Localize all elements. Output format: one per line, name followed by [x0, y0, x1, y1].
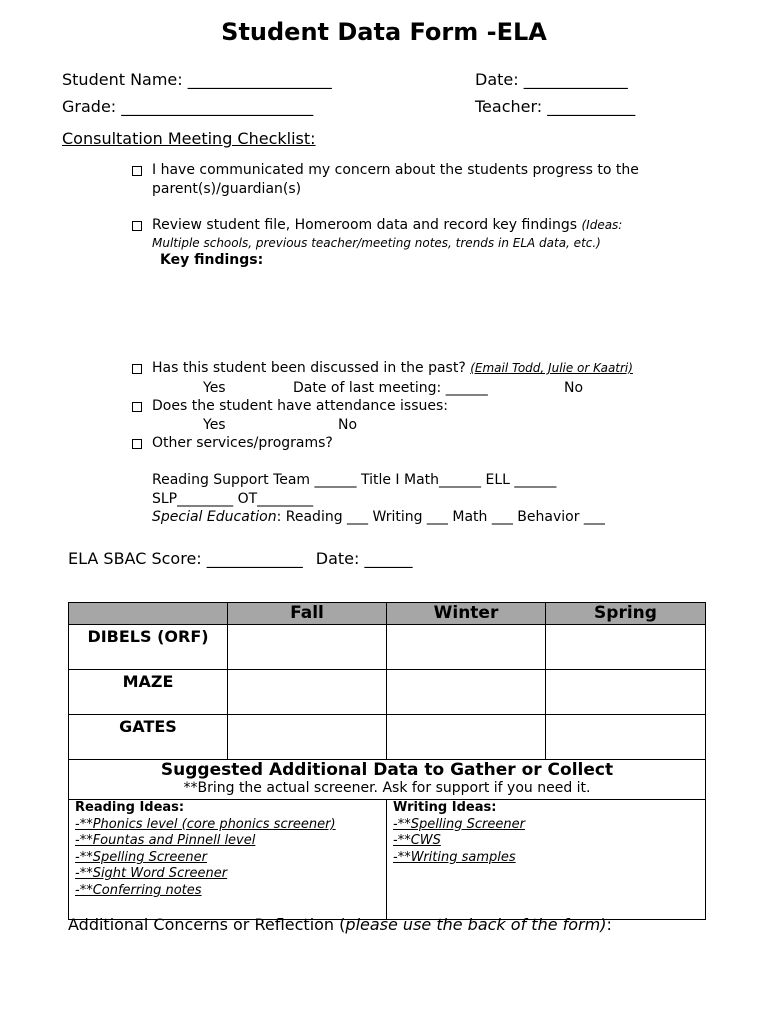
maze-winter-cell[interactable] [387, 670, 546, 715]
additional-concerns-colon: : [606, 915, 612, 934]
additional-concerns-note: please use the back of the form) [345, 915, 607, 934]
maze-spring-cell[interactable] [546, 670, 706, 715]
item-communicated-line2: parent(s)/guardian(s) [152, 181, 302, 197]
sbac-score-blank: ____________ [206, 549, 303, 568]
sbac-score-field[interactable] [68, 549, 412, 568]
checkbox-communicated[interactable] [132, 166, 142, 176]
writing-ideas-heading: Writing Ideas: [393, 800, 497, 815]
reading-ideas-cell [69, 800, 387, 920]
table-header-fall: Fall [228, 603, 387, 625]
assessment-table [68, 602, 706, 920]
writing-idea-item: -**Writing samples [393, 849, 516, 865]
reading-ideas-heading: Reading Ideas: [75, 800, 185, 815]
writing-ideas-cell [387, 800, 706, 920]
item-discussed-past [152, 360, 633, 376]
special-education-options: : Reading ___ Writing ___ Math ___ Behavior ___ [276, 509, 605, 525]
sbac-date-label: Date: [315, 549, 365, 568]
suggested-subheading: **Bring the actual screener. Ask for support if you need it. [183, 780, 591, 796]
table-row [69, 670, 706, 715]
table-header-empty [69, 603, 228, 625]
item-review-file-main: Review student file, Homeroom data and record key findings [152, 217, 582, 233]
discussed-no-option[interactable]: No [564, 380, 584, 396]
checklist-heading: Consultation Meeting Checklist: [62, 129, 316, 148]
services-line3[interactable] [152, 509, 605, 525]
item-other-services: Other services/programs? [152, 435, 333, 451]
row-label-gates: GATES [69, 715, 228, 760]
reading-idea-item: -**Phonics level (core phonics screener) [75, 816, 336, 832]
date-field[interactable]: Date: _____________ [475, 70, 628, 89]
dibels-fall-cell[interactable] [228, 625, 387, 670]
key-findings-label: Key findings: [160, 252, 264, 268]
checkbox-discussed-past[interactable] [132, 364, 142, 374]
attendance-no-option[interactable]: No [338, 417, 358, 433]
teacher-field[interactable]: Teacher: ___________ [475, 97, 636, 116]
item-discussed-past-note: (Email Todd, Julie or Kaatri) [470, 361, 633, 375]
additional-concerns-label [68, 915, 612, 934]
suggested-heading: Suggested Additional Data to Gather or Collect [160, 760, 614, 780]
gates-winter-cell[interactable] [387, 715, 546, 760]
gates-fall-cell[interactable] [228, 715, 387, 760]
reading-idea-item: -**Conferring notes [75, 882, 202, 898]
form-title: Student Data Form -ELA [221, 18, 547, 46]
sbac-date-blank: ______ [364, 549, 413, 568]
maze-fall-cell[interactable] [228, 670, 387, 715]
table-row [69, 625, 706, 670]
special-education-label: Special Education [152, 509, 277, 525]
checkbox-attendance[interactable] [132, 402, 142, 412]
additional-concerns-text: Additional Concerns or Reflection ( [68, 915, 346, 934]
reading-idea-item: -**Fountas and Pinnell level [75, 833, 256, 849]
suggested-row [69, 760, 706, 800]
checkbox-review-file[interactable] [132, 221, 142, 231]
item-communicated-line1: I have communicated my concern about the students progress to the [152, 162, 639, 178]
item-review-file-ideas: (Ideas: [581, 218, 623, 232]
item-discussed-past-main: Has this student been discussed in the past? [152, 360, 471, 376]
item-review-file [152, 217, 622, 233]
sbac-score-label: ELA SBAC Score: [68, 549, 207, 568]
ideas-row [69, 800, 706, 920]
reading-idea-item: -**Sight Word Screener [75, 866, 228, 882]
gates-spring-cell[interactable] [546, 715, 706, 760]
discussed-yes-option[interactable]: Yes [203, 380, 226, 396]
table-header-spring: Spring [546, 603, 706, 625]
grade-field[interactable]: Grade: ________________________ [62, 97, 314, 116]
row-label-dibels: DIBELS (ORF) [69, 625, 228, 670]
dibels-spring-cell[interactable] [546, 625, 706, 670]
table-header-row [69, 603, 706, 625]
suggested-cell [69, 760, 706, 800]
checkbox-other-services[interactable] [132, 439, 142, 449]
row-label-maze: MAZE [69, 670, 228, 715]
writing-idea-item: -**Spelling Screener [393, 816, 525, 832]
table-header-winter: Winter [387, 603, 546, 625]
item-review-file-line2: Multiple schools, previous teacher/meeting notes, trends in ELA data, etc.) [152, 236, 601, 250]
dibels-winter-cell[interactable] [387, 625, 546, 670]
services-line1[interactable]: Reading Support Team ______ Title I Math______ ELL ______ [152, 472, 557, 488]
last-meeting-date-field[interactable]: Date of last meeting: ______ [293, 380, 488, 396]
attendance-yes-option[interactable]: Yes [203, 417, 226, 433]
reading-idea-item: -**Spelling Screener [75, 849, 207, 865]
services-line2[interactable]: SLP________ OT________ [152, 491, 314, 507]
student-name-field[interactable]: Student Name: __________________ [62, 70, 332, 89]
writing-idea-item: -**CWS [393, 833, 441, 849]
item-attendance: Does the student have attendance issues: [152, 398, 449, 414]
table-row [69, 715, 706, 760]
